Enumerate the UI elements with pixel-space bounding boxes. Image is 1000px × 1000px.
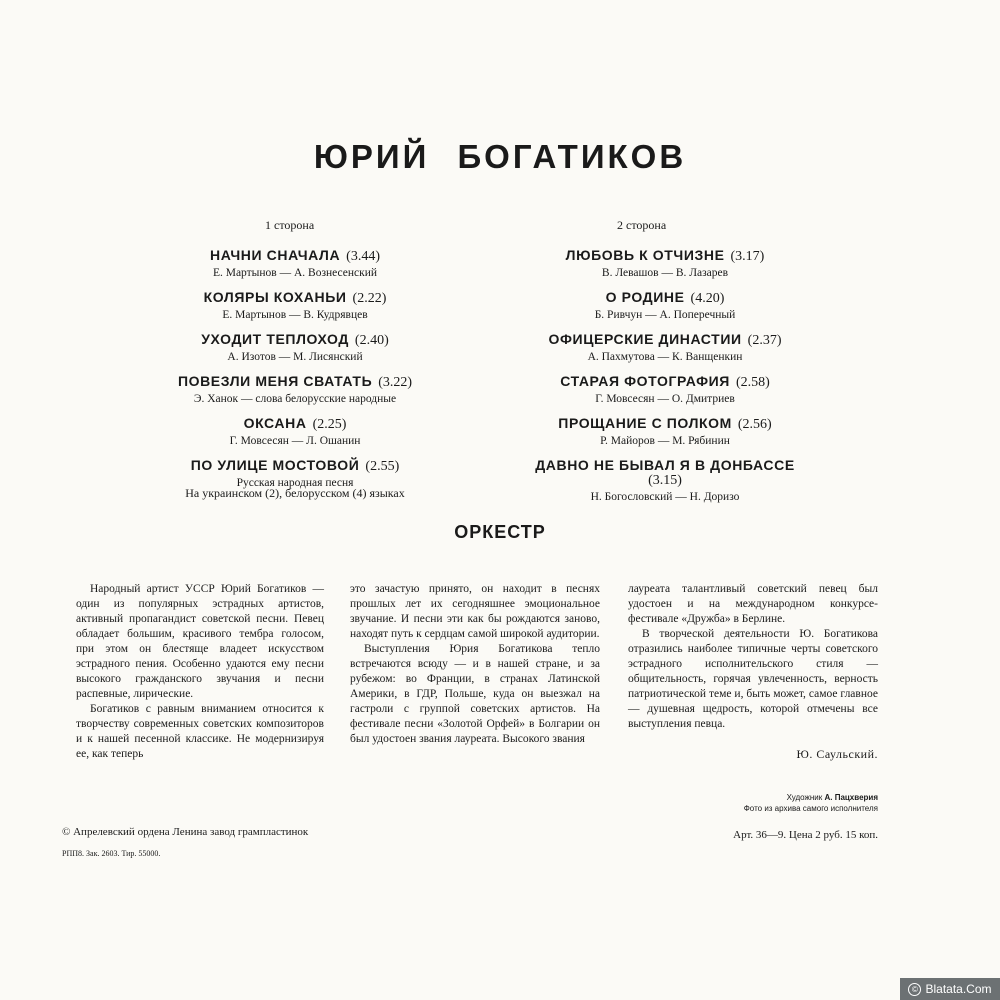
track-authors: Г. Мовсесян — Л. Ошанин [229, 435, 361, 447]
track-authors: Р. Майоров — М. Рябинин [600, 435, 730, 447]
liner-notes-column-3 [628, 582, 878, 732]
liner-paragraph: В творческой деятельности Ю. Богатикова отразились наиболее типичные черты советского эстрадного исполнительского стиля — общительность, горячая увлеченность, верность патриотической теме и, быть может, самое главное — душевная щедрость, которой отмечены все выступления певца. [628, 628, 878, 730]
price: Арт. 36—9. Цена 2 руб. 15 коп. [733, 829, 878, 841]
track-item [150, 373, 440, 415]
watermark-text: Blatata.Com [925, 982, 992, 996]
track-title: ОФИЦЕРСКИЕ ДИНАСТИИ [548, 331, 742, 347]
liner-paragraph: Богатиков с равным вниманием относится к творчеству современных советских композиторов и к нашей песенной классике. Не модернизируя ее, как теперь [76, 703, 324, 760]
liner-notes-column-2 [350, 582, 600, 747]
track-authors: Б. Ривчун — А. Поперечный [594, 309, 736, 321]
track-duration: (3.15) [648, 473, 682, 488]
side1-tracklist [150, 247, 440, 499]
track-authors: А. Пахмутова — К. Ванщенкин [587, 351, 743, 363]
track-duration: (2.40) [354, 333, 389, 348]
track-item [500, 373, 830, 415]
track-duration: (2.22) [352, 291, 387, 306]
track-authors: Е. Мартынов — В. Кудрявцев [222, 309, 368, 321]
track-title: ДАВНО НЕ БЫВАЛ Я В ДОНБАССЕ [535, 457, 795, 473]
track-duration: (3.17) [730, 249, 765, 264]
track-item [500, 457, 830, 515]
track-title: УХОДИТ ТЕПЛОХОД [201, 331, 349, 347]
track-authors: Русская народная песня [236, 477, 354, 489]
track-title: ПО УЛИЦЕ МОСТОВОЙ [190, 457, 360, 473]
track-title: НАЧНИ СНАЧАЛА [210, 247, 341, 263]
signature: Ю. Саульский. [796, 747, 878, 761]
artist-name: А. Пацхверия [824, 793, 878, 802]
track-item [150, 331, 440, 373]
track-authors: А. Изотов — М. Лисянский [227, 351, 363, 363]
track-title: О РОДИНЕ [605, 289, 685, 305]
credits [600, 792, 878, 814]
liner-paragraph: лауреата талантливый советский певец был удостоен и на международном конкурсе-фестивале «Дружба» в Берлине. [628, 583, 878, 625]
track-title: ЛЮБОВЬ К ОТЧИЗНЕ [565, 247, 725, 263]
track-authors: В. Левашов — В. Лазарев [601, 267, 729, 279]
track-item [150, 289, 440, 331]
track-title: ОКСАНА [243, 415, 307, 431]
track-authors: Г. Мовсесян — О. Дмитриев [595, 393, 735, 405]
track-item [150, 415, 440, 457]
manufacturer: © Апрелевский ордена Ленина завод грампластинок [62, 826, 309, 838]
watermark-link[interactable] [900, 978, 1000, 1000]
track-title: ПРОЩАНИЕ С ПОЛКОМ [558, 415, 732, 431]
track-duration: (2.37) [747, 333, 782, 348]
language-note: На украинском (2), белорусском (4) языках [185, 486, 405, 500]
track-duration: (2.56) [737, 417, 772, 432]
side2-tracklist [500, 247, 830, 515]
photo-credit: Фото из архива самого исполнителя [743, 804, 878, 813]
copyright-icon: © [908, 983, 921, 996]
track-duration: (2.55) [365, 459, 400, 474]
liner-paragraph: Народный артист УССР Юрий Богатиков — один из популярных эстрадных артистов, активный пропагандист советской песни. Певец обладает большим, красивого тембра голосом, при этом он блестяще владеет искусством эстрадного пения. Особенно удаются ему песни высокого гражданского звучания и песни распевные, лирические. [76, 583, 324, 700]
track-duration: (2.58) [735, 375, 770, 390]
orchestra-heading: ОРКЕСТР [454, 522, 546, 542]
track-authors: Н. Богословский — Н. Доризо [590, 491, 740, 503]
track-title: СТАРАЯ ФОТОГРАФИЯ [560, 373, 730, 389]
side1-label: 1 сторона [265, 218, 315, 232]
track-duration: (3.44) [346, 249, 380, 264]
track-title: КОЛЯРЫ КОХАНЬИ [203, 289, 347, 305]
track-title: ПОВЕЗЛИ МЕНЯ СВАТАТЬ [177, 373, 373, 389]
track-duration: (3.22) [378, 375, 413, 390]
album-title: ЮРИЙ БОГАТИКОВ [313, 138, 687, 175]
track-authors: Э. Ханок — слова белорусские народные [193, 393, 397, 405]
liner-notes-column-1 [76, 582, 324, 762]
track-duration: (4.20) [690, 291, 725, 306]
track-authors: Е. Мартынов — А. Вознесенский [212, 267, 378, 279]
track-item [500, 247, 830, 289]
liner-paragraph: Выступления Юрия Богатикова тепло встречаются всюду — и в нашей стране, и за рубежом: во Франции, в странах Латинской Америки, в ГДР, Польше, куда он выезжал на гастроли с группой советских артистов. На фестивале песни «Золотой Орфей» в Болгарии он был удостоен звания лауреата. Высокого звания [350, 643, 600, 745]
track-item [500, 289, 830, 331]
artist-prefix: Художник [786, 793, 823, 802]
liner-paragraph: это зачастую принято, он находит в песнях прошлых лет их сегодняшнее эмоциональное звучание. И песни эти как бы рождаются заново, находят путь к сердцам самой широкой аудитории. [350, 583, 600, 640]
print-code: РПП8. Зак. 2603. Тир. 55000. [62, 849, 161, 858]
track-item [500, 415, 830, 457]
track-duration: (2.25) [312, 417, 347, 432]
track-item [150, 247, 440, 289]
track-item [500, 331, 830, 373]
side2-label: 2 сторона [617, 218, 667, 232]
